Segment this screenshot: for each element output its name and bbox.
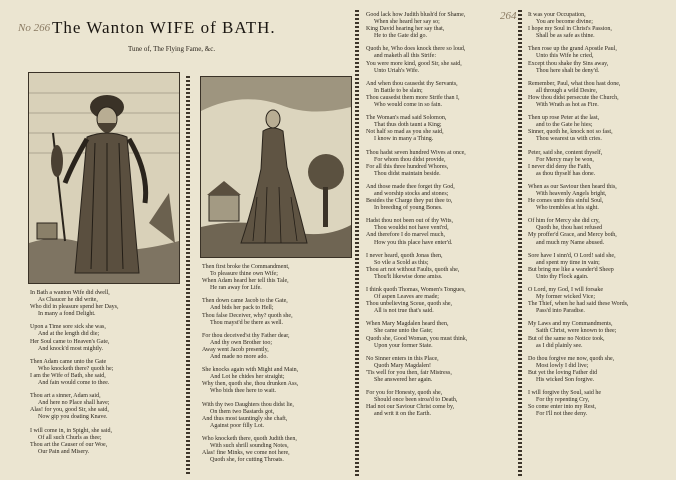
text-column-4	[528, 12, 670, 425]
tune-line: Tune of, The Flying Fame, &c.	[128, 45, 216, 53]
verse-line: Thou art a sinner, Adam said,	[30, 393, 101, 400]
stanza	[366, 253, 516, 281]
woodcut-man-image	[29, 73, 179, 283]
verse-line: You were more kind, good Sir, she said,	[366, 60, 462, 67]
verse-line: And thus most tauntingly she chaft,	[202, 415, 288, 422]
verse-line: Why then, quoth she, thou drunken Ass,	[202, 381, 299, 388]
verse-line: I know in many a Thing.	[374, 136, 434, 143]
verse-line: Thou causedst them more Strife than I,	[366, 94, 460, 101]
verse-line: and to the Gate he hies;	[536, 122, 593, 129]
verse-line: How you this place have enter'd.	[374, 239, 453, 246]
stanza	[30, 359, 182, 387]
stanza	[30, 290, 182, 318]
stanza	[366, 12, 516, 40]
stanza	[366, 81, 516, 109]
verse-line: The Thief, when he had said these Words,	[528, 301, 629, 308]
verse-line: Then rose up the grand Apostle Paul,	[528, 46, 617, 53]
verse-line: With Wrath as hot as Fire.	[536, 102, 599, 109]
stanza	[366, 218, 516, 246]
verse-line: For you for Honesty, quoth she,	[366, 390, 443, 397]
verse-line: Hadst thou not been out of thy Wits,	[366, 218, 453, 225]
stanza	[366, 46, 516, 74]
verse-line: as I did plainly see.	[536, 342, 583, 349]
manuscript-number-left: No 266	[18, 22, 51, 34]
stanza	[202, 402, 352, 430]
verse-line: and spent my time in vain;	[536, 259, 600, 266]
text-column-3	[366, 12, 516, 425]
stanza	[528, 321, 670, 349]
verse-line: No Sinner enters in this Place,	[366, 355, 439, 362]
stanza	[366, 184, 516, 212]
verse-line: Of him for Mercy she did cry,	[528, 218, 600, 225]
stanza	[528, 218, 670, 246]
stanza	[202, 333, 352, 361]
verse-line: Thou wearest us with cries.	[536, 136, 602, 143]
verse-line: And knock'd most mightly.	[38, 345, 104, 352]
verse-line: I will forgive thy Soul, said he	[528, 390, 602, 397]
verse-line: As Chaucer he did write,	[38, 297, 98, 304]
verse-line: Thou false Deceiver, why? quoth she,	[202, 312, 293, 319]
verse-line: Of all such Churls as thee;	[38, 434, 102, 441]
verse-line: So come enter into my Rest,	[528, 404, 596, 411]
verse-line: Quoth he, thou hast refused	[536, 225, 603, 232]
verse-line: Thou'lt likewise done amiss.	[374, 273, 443, 280]
stanza	[528, 150, 670, 178]
verse-line: and writ it on the Earth.	[374, 411, 431, 418]
ornament-border-1	[186, 76, 190, 474]
verse-line: Thou unbelieving Sceue, quoth she,	[366, 301, 452, 308]
verse-line: I never did deny the Faith,	[528, 163, 592, 170]
verse-line: Unto Uriah's Wife.	[374, 67, 420, 74]
verse-line: Then first broke the Commandment,	[202, 264, 290, 270]
stanza	[30, 428, 182, 456]
verse-line: Unto this Wife he cried,	[536, 53, 594, 60]
verse-line: Our Pain and Misery.	[38, 448, 90, 455]
stanza	[366, 321, 516, 349]
verse-line: For Mercy may be won,	[536, 156, 594, 163]
verse-line: And thy own Brother too;	[210, 339, 272, 346]
woodcut-woman-image	[201, 77, 351, 257]
verse-line: Quoth he, Who does knock there so loud,	[366, 46, 466, 53]
verse-line: And at the length did die;	[38, 331, 100, 338]
verse-line: When Adam heard her tell this Tale,	[202, 278, 289, 285]
verse-line: Who bids thee here to wait.	[210, 388, 276, 395]
stanza	[366, 390, 516, 418]
verse-line: I am the Wife of Bath, she said,	[30, 372, 106, 379]
verse-line: as thou thyself has done.	[536, 170, 596, 177]
stanza	[528, 81, 670, 109]
verse-line: When she heard her say so;	[374, 19, 440, 26]
verse-line: And here no Place shall have;	[38, 400, 110, 407]
stanza	[366, 115, 516, 143]
verse-line: Quoth Mary Magdalen!	[374, 362, 431, 369]
verse-line: For whom thou didst provide,	[374, 156, 446, 163]
text-column-1	[30, 290, 182, 462]
verse-line: My former wicked Vice;	[536, 294, 596, 301]
stanza	[528, 390, 670, 418]
verse-line: That thus doth taunt a King;	[374, 122, 442, 129]
verse-line: So vile a Scold as this;	[374, 259, 429, 266]
ornament-border-2	[355, 10, 359, 476]
stanza	[366, 356, 516, 384]
verse-line: I think quoth Thomas, Women's Tongues,	[366, 287, 466, 293]
verse-line: But yet the loving Father did	[528, 369, 598, 376]
verse-line: and maketh all this Strife:	[374, 53, 436, 60]
verse-line: King David hearing her say that,	[366, 26, 445, 33]
verse-line: Sinner, quoth he, knock not so fast,	[528, 129, 613, 136]
verse-line: And made no more ado.	[210, 354, 268, 361]
verse-line: When Mary Magdalen heard then,	[366, 321, 449, 328]
verse-line: Thou mayst'd be there as well.	[210, 319, 284, 326]
verse-line: And those made thee forget thy God,	[366, 183, 455, 190]
verse-line: His wicked Son forgive.	[536, 377, 595, 384]
verse-line: And bids her pack to Hell;	[210, 305, 274, 312]
verse-line: And Lot he chides her straight;	[210, 374, 285, 381]
verse-line: Away went Jacob presently,	[202, 346, 269, 353]
verse-line: Remember, Paul, what thou hast done,	[528, 80, 621, 87]
verse-line: It was your Occupation,	[528, 12, 586, 18]
verse-line: She came unto the Gate;	[374, 328, 433, 335]
verse-line: Thou didst maintain beside.	[374, 170, 441, 177]
stanza	[528, 46, 670, 74]
verse-line: Upon your former State.	[374, 342, 433, 349]
verse-line: Do thou forgive me now, quoth she,	[528, 355, 615, 362]
verse-line: Then Adam came unto the Gate	[30, 358, 107, 365]
manuscript-number-right: 264	[500, 10, 517, 22]
verse-line: She knocks again with Might and Main,	[202, 367, 299, 374]
verse-line: For thou deceived'st thy Father dear,	[202, 332, 290, 339]
verse-line: all through a wild Desire,	[536, 87, 598, 94]
verse-line: Thou here shalt be deny'd.	[536, 67, 600, 74]
verse-line: In many a fond Delight.	[38, 311, 96, 318]
verse-line: O Lord, my God, I will forsake	[528, 287, 603, 293]
verse-line: Not half so mad as you she said,	[366, 129, 444, 136]
stanza	[528, 12, 670, 40]
text-column-2	[202, 264, 352, 470]
verse-line: I will come in, in Spight, she said,	[30, 427, 112, 434]
verse-line: For all this three hundred Whores,	[366, 163, 449, 170]
stanza	[202, 436, 352, 464]
verse-line: Then down came Jacob to the Gate,	[202, 298, 288, 305]
stanza	[30, 393, 182, 421]
verse-line: For thy repenting Cry,	[536, 397, 590, 404]
verse-line: Who did in pleasure spend her Days,	[30, 304, 119, 311]
verse-line: On them two Bastards got,	[210, 408, 275, 415]
verse-line: I never heard, quoth Jonas then,	[366, 252, 443, 259]
verse-line: Except thou shake thy Sins away,	[528, 60, 609, 67]
verse-line: My Laws and my Commandments,	[528, 321, 613, 328]
verse-line: With such shrill sounding Notes,	[210, 442, 289, 449]
verse-line: Now gip you doating Knave.	[38, 414, 108, 421]
verse-line: Peter, said she, content thyself,	[528, 149, 603, 156]
verse-line: Alas! for you, good Sir, she said,	[30, 407, 109, 414]
verse-line: Against poor filly Lot.	[210, 422, 264, 429]
verse-line: Most lowly I did live;	[536, 362, 589, 369]
verse-line: When as our Saviour then heard this,	[528, 183, 617, 190]
verse-line: Then up rose Peter at the last,	[528, 115, 600, 122]
verse-line: But of the same no Notice took,	[528, 335, 605, 342]
verse-line: Thou art not without Faults, quoth she,	[366, 266, 460, 273]
verse-line: Had not our Saviour Christ come by,	[366, 404, 455, 411]
verse-line: Thou art the Causer of our Woe,	[30, 441, 108, 448]
verse-line: All is not true that's said.	[374, 308, 434, 315]
ballad-title: The Wanton WIFE of BATH.	[52, 18, 276, 37]
verse-line: She answered her again.	[374, 377, 433, 384]
verse-line: He to the Gate did go.	[374, 33, 427, 40]
verse-line: And when thou causedst thy Servants,	[366, 80, 458, 87]
verse-line: Who knocketh there? quoth he;	[38, 365, 114, 372]
verse-line: Who knocketh there, quoth Judith then,	[202, 435, 297, 442]
verse-line: Of aspen Leaves are made;	[374, 294, 439, 301]
verse-line: How thou didst persecute the Church,	[528, 94, 619, 101]
verse-line: Pass'd into Paradise.	[536, 308, 585, 315]
verse-line: To pleasure thine own Wife;	[210, 271, 278, 278]
verse-line: The Woman's mad said Solomon,	[366, 115, 447, 122]
stanza	[366, 150, 516, 178]
stanza	[528, 356, 670, 384]
verse-line: and much my Name abused.	[536, 239, 605, 246]
verse-line: With heavenly Angels bright,	[536, 190, 607, 197]
verse-line: Thou hadst seven hundred Wives at once,	[366, 149, 466, 156]
verse-line: Saith Christ, were known to thee;	[536, 328, 617, 335]
verse-line: And therefore I do marvel much,	[366, 232, 445, 239]
verse-line: and worship stocks and stones;	[374, 190, 449, 197]
verse-line: Should once been stroa'd to Death,	[374, 397, 458, 404]
woodcut-man	[28, 72, 180, 284]
verse-line: You are become divine;	[536, 19, 593, 26]
verse-line: He comes unto this sinful Soul,	[528, 198, 604, 205]
verse-line: Upon a Time sore sick she was,	[30, 324, 106, 331]
verse-line: Shall be as safe as thine.	[536, 33, 595, 40]
stanza	[202, 367, 352, 395]
verse-line: Who would come in so fain.	[374, 102, 442, 109]
verse-line: With thy two Daughters thou didst lie,	[202, 401, 294, 408]
verse-line: Unto thy Flock again.	[536, 273, 589, 280]
stanza	[366, 287, 516, 315]
verse-line: Quoth she, Good Woman, you must think,	[366, 335, 468, 342]
verse-line: For I'll not thee deny.	[536, 411, 588, 418]
stanza	[202, 264, 352, 292]
stanza	[30, 324, 182, 352]
verse-line: In breeding of young Bones.	[374, 205, 443, 212]
stanza	[528, 287, 670, 315]
ornament-border-3	[518, 10, 522, 476]
verse-line: Her Soul came to Heaven's Gate,	[30, 338, 110, 345]
verse-line: Thou wouldst not have vent'rd,	[374, 225, 449, 232]
verse-line: Good lack how Judith blush'd for Shame,	[366, 12, 466, 18]
verse-line: In Bath a wanton Wife did dwell,	[30, 290, 110, 296]
verse-line: Alas! fine Minks, we come not here,	[202, 450, 290, 457]
stanza	[528, 184, 670, 212]
stanza	[202, 298, 352, 326]
stanza	[528, 253, 670, 281]
stanza	[528, 115, 670, 143]
woodcut-woman	[200, 76, 352, 258]
verse-line: Who trembles at his sight.	[536, 205, 599, 212]
verse-line: And fain would come to thee.	[38, 380, 110, 387]
verse-line: 'Tis well for you then, fair Mistress,	[366, 369, 452, 376]
verse-line: I hope my Soul in Christ's Passion,	[528, 26, 612, 33]
verse-line: Besides the Charge they put thee to,	[366, 198, 453, 205]
verse-line: Sore have I sinn'd, O Lord! said she,	[528, 252, 616, 259]
verse-line: My proffer'd Grace, and Mercy both,	[528, 232, 617, 239]
verse-line: He ran away for Life.	[210, 285, 262, 292]
verse-line: But bring me like a wander'd Sheep	[528, 266, 614, 273]
verse-line: In Battle to be slain;	[374, 87, 423, 94]
verse-line: Quoth she, for cutting Throats.	[210, 457, 284, 464]
